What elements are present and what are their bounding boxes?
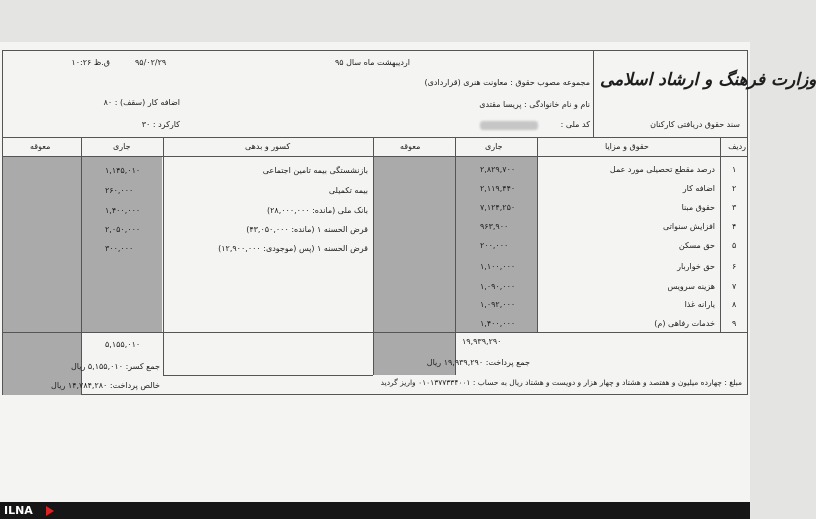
salary-col-line [537, 137, 538, 332]
logo-divider [593, 51, 594, 137]
row-number: ۴ [732, 222, 737, 231]
deduction-value: ۱,۱۴۵,۰۱۰ [105, 166, 141, 175]
salary-value: ۱,۱۰۰,۰۰۰ [480, 262, 516, 271]
deduction-label: قرض الحسنه ۱ (مانده: ۴۳,۰۵۰,۰۰۰) [246, 225, 368, 234]
deferred-col-line [373, 137, 374, 375]
header-deferred2: معوقه [30, 142, 51, 151]
salary-value: ۱,۰۹۲,۰۰۰ [480, 300, 516, 309]
header-current2: جاری [113, 142, 131, 151]
salary-value: ۱,۰۹۰,۰۰۰ [480, 282, 516, 291]
time-label: ق.ظ ۱۰:۲۶ [71, 58, 110, 67]
national-code-redacted [480, 121, 538, 130]
deduction-label: بانک ملی (مانده: ۲۸,۰۰۰,۰۰۰) [266, 206, 368, 215]
deduction-value: ۳۰۰,۰۰۰ [105, 244, 134, 253]
salary-value: ۷,۱۲۴,۲۵۰ [480, 203, 516, 212]
salary-label: حق خواربار [677, 262, 715, 271]
deduction-label: قرض الحسنه ۱ (پس (موجودی: ۱۲,۹۰۰,۰۰۰) [218, 244, 368, 253]
salary-label: یارانه غذا [684, 300, 715, 309]
ilna-logo: ILNA [4, 504, 33, 517]
header-current: جاری [485, 142, 503, 151]
salary-label: حقوق مبنا [681, 203, 715, 212]
workday-label: کارکرد : ۳۰ [141, 120, 180, 129]
deductions-col-line [163, 137, 164, 375]
salary-value: ۱,۴۰۰,۰۰۰ [480, 319, 516, 328]
date-label: ۹۵/۰۲/۲۹ [135, 58, 167, 67]
salary-sum: ۱۹,۹۳۹,۲۹۰ [462, 337, 502, 346]
row-number: ۷ [732, 282, 737, 291]
deferred2-column-shade [3, 157, 81, 395]
name-label: نام و نام خانوادگی : پریسا مقتدی [479, 100, 590, 109]
payment-total: جمع پرداخت: ۱۹,۹۳۹,۲۹۰ ریال [426, 358, 530, 367]
deduction-label: بیمه تکمیلی [328, 186, 368, 195]
row-number: ۵ [732, 241, 737, 250]
salary-label: حق مسکن [678, 241, 715, 250]
deferred-column-shade [373, 157, 455, 375]
deduction-total: جمع کسر: ۵,۱۵۵,۰۱۰ ریال [70, 362, 160, 371]
current-col-line [455, 137, 456, 375]
salary-label: خدمات رفاهی (م) [654, 319, 715, 328]
deduction-label: بازنشستگی بیمه تامین اجتماعی [262, 166, 368, 175]
salary-label: افزایش سنواتی [662, 222, 715, 231]
header-salary: حقوق و مزایا [605, 142, 649, 151]
ministry-logo: وزارت فرهنگ و ارشاد اسلامی [600, 70, 816, 90]
salary-label: درصد مقطع تحصیلی مورد عمل [609, 165, 715, 174]
salary-value: ۹۶۳,۹۰۰ [480, 222, 509, 231]
overtime-label: اضافه کار (سقف) : ۸۰ [103, 98, 180, 107]
row-number: ۹ [732, 319, 737, 328]
deduction-value: ۱,۴۰۰,۰۰۰ [105, 206, 141, 215]
header-bottom-line [3, 137, 748, 138]
row-number: ۲ [732, 184, 737, 193]
current2-col-line [81, 137, 82, 395]
row-number: ۳ [732, 203, 737, 212]
header-deductions: کسور و بدهی [245, 142, 291, 151]
row-number: ۶ [732, 262, 737, 271]
footer-bar [0, 502, 750, 519]
month-label: اردیبهشت ماه سال ۹۵ [334, 58, 410, 67]
row-number: ۸ [732, 300, 737, 309]
deduction-sum: ۵,۱۵۵,۰۱۰ [105, 340, 141, 349]
deduction-value: ۲۶۰,۰۰۰ [105, 186, 134, 195]
deduction-value: ۲,۰۵۰,۰۰۰ [105, 225, 141, 234]
row-col-line [720, 137, 721, 332]
salary-label: هزینه سرویس [667, 282, 715, 291]
header-deferred: معوقه [400, 142, 421, 151]
net-pay: خالص پرداخت: ۱۴,۷۸۴,۲۸۰ ریال [51, 381, 160, 390]
sum-line [3, 332, 748, 333]
ilna-arrow-icon [46, 506, 54, 516]
salary-value: ۲۰۰,۰۰۰ [480, 241, 509, 250]
amount-in-words: مبلغ : چهارده میلیون و هفتصد و هشتاد و چهار هزار و دویست و هشتاد ریال به حساب : ۰۱۰۱۳۷۷۳۳۴۰۰۱ واریز گردید [380, 378, 742, 387]
mid-bottom-line [163, 375, 373, 376]
doc-title: سند حقوق دریافتی کارکنان [650, 120, 740, 129]
salary-value: ۲,۸۲۹,۷۰۰ [480, 165, 516, 174]
salary-value: ۲,۱۱۹,۴۴۰ [480, 184, 516, 193]
header-row: ردیف [728, 142, 746, 151]
row-number: ۱ [732, 165, 737, 174]
national-code-label: کد ملی : [560, 120, 590, 129]
column-header-line [3, 156, 748, 157]
collection-label: مجموعه مصوب حقوق : معاونت هنری (قراردادی) [424, 78, 590, 87]
salary-label: اضافه کار [682, 184, 715, 193]
